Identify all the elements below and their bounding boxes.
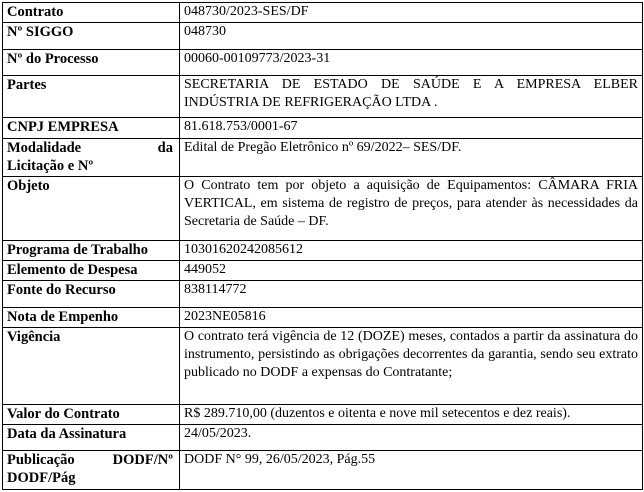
value-valor: R$ 289.710,00 (duzentos e oitenta e nove mil setecentos e dez reais). — [180, 404, 643, 424]
value-cnpj: 81.618.753/0001-67 — [180, 118, 643, 138]
row-vigencia — [3, 327, 643, 404]
row-empenho — [3, 307, 643, 327]
row-objeto — [3, 177, 643, 241]
row-processo — [3, 49, 643, 75]
value-empenho: 2023NE05816 — [180, 307, 643, 327]
label-empenho: Nota de Empenho — [3, 307, 180, 327]
contract-summary-table — [2, 2, 643, 490]
value-data: 24/05/2023. — [180, 425, 643, 451]
row-fonte — [3, 281, 643, 307]
label-valor: Valor do Contrato — [3, 404, 180, 424]
label-publicacao-line1 — [7, 451, 173, 469]
value-siggo: 048730 — [180, 23, 643, 49]
row-programa — [3, 240, 643, 260]
value-publicacao: DODF N° 99, 26/05/2023, Pág.55 — [180, 451, 643, 490]
row-elemento — [3, 261, 643, 281]
label-publicacao-word2: DODF/Nº — [112, 452, 173, 469]
row-modalidade — [3, 138, 643, 176]
value-programa: 10301620242085612 — [180, 240, 643, 260]
label-fonte: Fonte do Recurso — [3, 281, 180, 307]
label-publicacao-line2: DODF/Pág — [7, 470, 76, 487]
label-elemento: Elemento de Despesa — [3, 261, 180, 281]
value-vigencia: O contrato terá vigência de 12 (DOZE) meses, contados a partir da assinatura do instrumento, persistindo as obrigações decorrentes da garantia, sendo seu extrato publicado no DODF a expensas do Contratante; — [180, 327, 643, 404]
label-objeto: Objeto — [3, 177, 180, 241]
label-publicacao — [3, 451, 180, 490]
label-modalidade-word1: Modalidade — [7, 139, 82, 156]
label-cnpj: CNPJ EMPRESA — [3, 118, 180, 138]
row-partes — [3, 75, 643, 118]
label-programa: Programa de Trabalho — [3, 240, 180, 260]
value-partes: SECRETARIA DE ESTADO DE SAÚDE E A EMPRESA ELBER INDÚSTRIA DE REFRIGERAÇÃO LTDA . — [180, 75, 643, 118]
label-modalidade-line2: Licitação e Nº — [7, 157, 94, 174]
value-elemento: 449052 — [180, 261, 643, 281]
row-siggo — [3, 23, 643, 49]
value-modalidade: Edital de Pregão Eletrônico nº 69/2022– SES/DF. — [180, 138, 643, 176]
value-processo: 00060-00109773/2023-31 — [180, 49, 643, 75]
label-siggo: Nº SIGGO — [3, 23, 180, 49]
label-contrato: Contrato — [3, 3, 180, 23]
label-processo: Nº do Processo — [3, 49, 180, 75]
label-modalidade — [3, 138, 180, 176]
value-contrato: 048730/2023-SES/DF — [180, 3, 643, 23]
value-objeto: O Contrato tem por objeto a aquisição de Equipamentos: CÂMARA FRIA VERTICAL, em sistema de registro de preços, para atender às necessidades da Secretaria de Saúde – DF. — [180, 177, 643, 241]
label-modalidade-line1 — [7, 139, 173, 157]
row-cnpj — [3, 118, 643, 138]
row-valor — [3, 404, 643, 424]
row-publicacao — [3, 451, 643, 490]
label-publicacao-word1: Publicação — [7, 452, 75, 469]
row-contrato — [3, 3, 643, 23]
label-vigencia: Vigência — [3, 327, 180, 404]
label-data: Data da Assinatura — [3, 425, 180, 451]
value-fonte: 838114772 — [180, 281, 643, 307]
label-modalidade-word2: da — [157, 139, 173, 156]
label-partes: Partes — [3, 75, 180, 118]
row-data — [3, 425, 643, 451]
